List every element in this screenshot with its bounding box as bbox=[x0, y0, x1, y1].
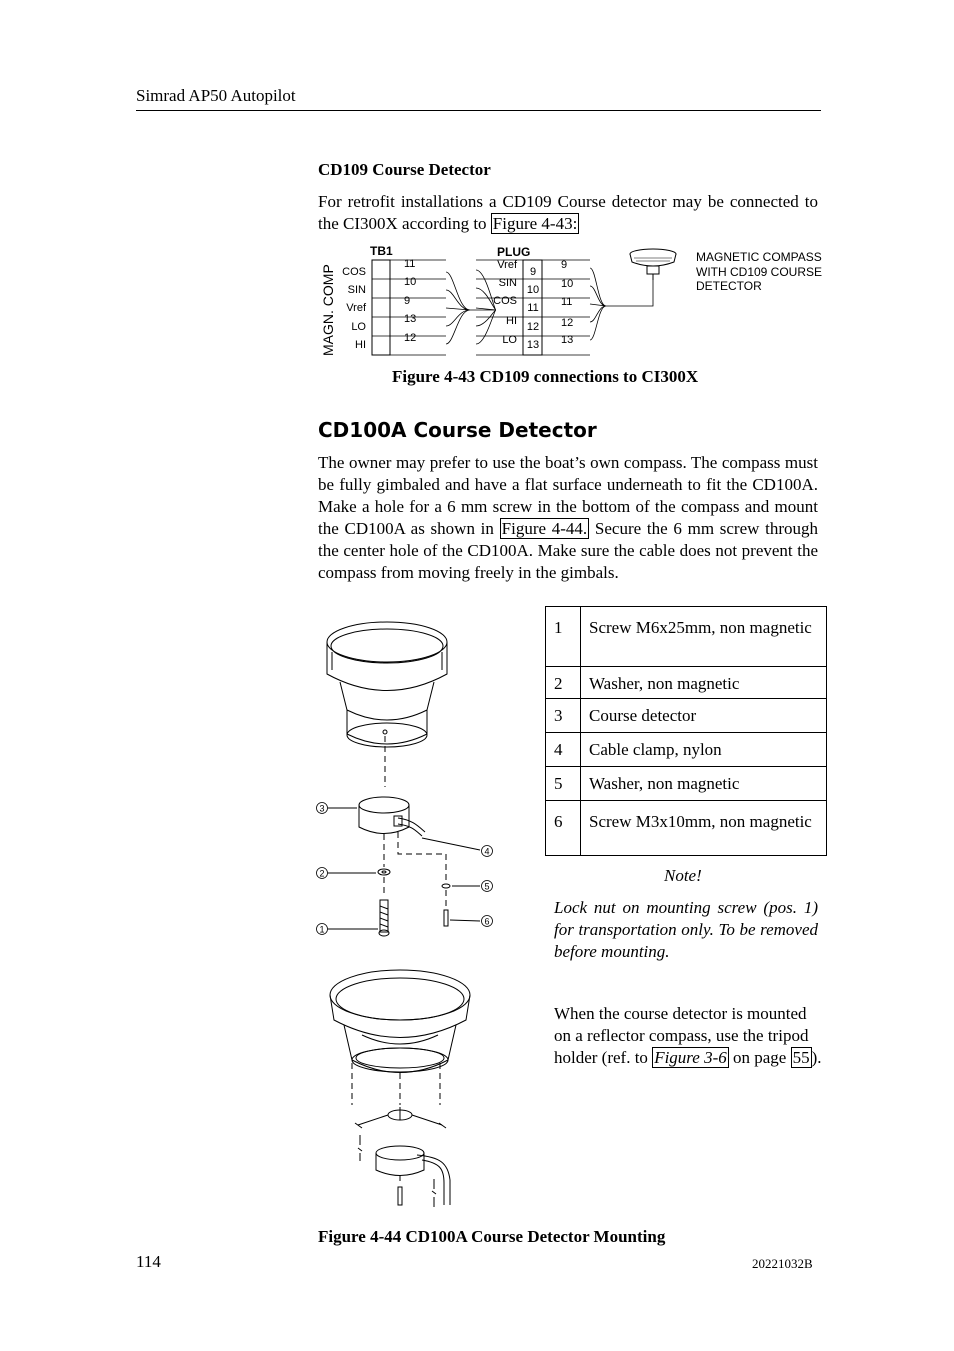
plug-label: LO bbox=[502, 334, 517, 346]
tb1-number: 10 bbox=[404, 276, 417, 288]
callout-number: 3 bbox=[319, 803, 325, 814]
part-description: Screw M3x10mm, non magnetic bbox=[581, 801, 827, 856]
part-number: 4 bbox=[546, 733, 581, 767]
note-title: Note! bbox=[664, 866, 702, 885]
tb1-label: HI bbox=[355, 339, 366, 351]
reflector-compass-drawing bbox=[322, 965, 482, 1215]
parts-row bbox=[546, 607, 827, 667]
tb1-strip bbox=[372, 260, 390, 355]
figure-4-43-link[interactable]: Figure 4-43: bbox=[492, 214, 578, 233]
figure-3-6-link[interactable]: Figure 3-6 bbox=[654, 1048, 727, 1067]
tb1-number: 13 bbox=[404, 313, 417, 325]
plug-label: SIN bbox=[498, 277, 517, 289]
page-55-link[interactable]: 55 bbox=[792, 1048, 810, 1067]
parts-table bbox=[545, 606, 827, 856]
plug-pin: 10 bbox=[526, 284, 540, 296]
plug-number: 9 bbox=[561, 259, 568, 271]
callout-number: 1 bbox=[319, 924, 325, 935]
tb1-number: 9 bbox=[404, 295, 411, 307]
parts-row bbox=[546, 667, 827, 699]
note-text: Lock nut on mounting screw (pos. 1) for transportation only. To be removed before mounting. bbox=[554, 898, 818, 961]
parts-row bbox=[546, 699, 827, 733]
callout-number: 6 bbox=[484, 916, 490, 927]
wire-bundle-left bbox=[446, 272, 496, 344]
compass-label-2: WITH CD109 COURSE bbox=[696, 265, 823, 279]
running-header: Simrad AP50 Autopilot bbox=[136, 86, 296, 105]
paragraph-cd109: For retrofit installations a CD109 Course detector may be connected to the CI300X according to Figure 4-43: bbox=[318, 192, 818, 233]
parts-row bbox=[546, 801, 827, 856]
part-number: 2 bbox=[546, 667, 581, 699]
parts-row bbox=[546, 733, 827, 767]
header-rule bbox=[136, 110, 821, 111]
part-description: Cable clamp, nylon bbox=[581, 733, 827, 767]
tb1-label: SIN bbox=[347, 284, 366, 296]
plug-number: 12 bbox=[561, 317, 574, 329]
wire-bundle-plug-left bbox=[476, 270, 496, 344]
callout-number: 4 bbox=[484, 846, 490, 857]
parts-row bbox=[546, 767, 827, 801]
figure-4-44-link[interactable]: Figure 4-44. bbox=[501, 519, 588, 538]
paragraph-cd100a: The owner may prefer to use the boat’s own compass. The compass must be fully gimbaled and have a flat surface underneath to fit the CD100A. Make a hole for a 6 mm screw in the bottom of the compass and mount the CD100A as shown in Figure 4-44. Secure the 6 mm screw through the center hole of the CD100A. Make sure the cable does not prevent the compass from moving freely in the gimbals. bbox=[318, 453, 819, 582]
figure-4-43-caption: Figure 4-43 CD109 connections to CI300X bbox=[392, 367, 699, 386]
part-description: Screw M6x25mm, non magnetic bbox=[581, 607, 827, 667]
plug-number: 10 bbox=[561, 278, 574, 290]
side-label: MAGN. COMP bbox=[320, 264, 336, 356]
tb1-title: TB1 bbox=[370, 244, 393, 258]
plug-label: Vref bbox=[497, 259, 517, 271]
tb1-label: Vref bbox=[346, 302, 366, 314]
compass-label-3: DETECTOR bbox=[696, 279, 762, 293]
section-heading-cd100a: CD100A Course Detector bbox=[318, 418, 597, 442]
plug-number: 11 bbox=[561, 296, 573, 308]
figure-4-44-caption: Figure 4-44 CD100A Course Detector Mounting bbox=[318, 1227, 666, 1246]
plug-title: PLUG bbox=[497, 245, 531, 259]
part-description: Washer, non magnetic bbox=[581, 767, 827, 801]
tripod-paragraph: When the course detector is mounted on a reflector compass, use the tripod holder (ref. to Figure 3-6 on page 55 ). bbox=[554, 1004, 822, 1067]
part-description: Washer, non magnetic bbox=[581, 667, 827, 699]
wiring-diagram bbox=[316, 240, 826, 362]
compass-icon bbox=[630, 249, 676, 280]
plug-pin: 9 bbox=[529, 266, 537, 278]
plug-pin: 12 bbox=[526, 321, 540, 333]
wire-bundle-right bbox=[590, 268, 653, 340]
callout-number: 2 bbox=[319, 868, 325, 879]
plug-pin: 11 bbox=[527, 302, 539, 314]
exploded-view-drawing bbox=[312, 612, 512, 942]
page-number: 114 bbox=[136, 1252, 161, 1271]
plug-label: COS bbox=[493, 295, 517, 307]
part-number: 3 bbox=[546, 699, 581, 733]
tb1-label: LO bbox=[351, 321, 366, 333]
part-number: 6 bbox=[546, 801, 581, 856]
section-heading-cd109: CD109 Course Detector bbox=[318, 160, 491, 179]
callout-number: 5 bbox=[484, 881, 490, 892]
tb1-number: 12 bbox=[404, 332, 417, 344]
plug-label: HI bbox=[506, 315, 517, 327]
plug-number: 13 bbox=[561, 334, 574, 346]
tb1-number: 11 bbox=[404, 258, 416, 270]
tb1-label: COS bbox=[342, 266, 366, 278]
part-number: 1 bbox=[546, 607, 581, 667]
part-number: 5 bbox=[546, 767, 581, 801]
part-description: Course detector bbox=[581, 699, 827, 733]
plug-pin: 13 bbox=[526, 339, 540, 351]
document-number: 20221032B bbox=[752, 1256, 813, 1271]
compass-label-1: MAGNETIC COMPASS bbox=[696, 250, 822, 264]
